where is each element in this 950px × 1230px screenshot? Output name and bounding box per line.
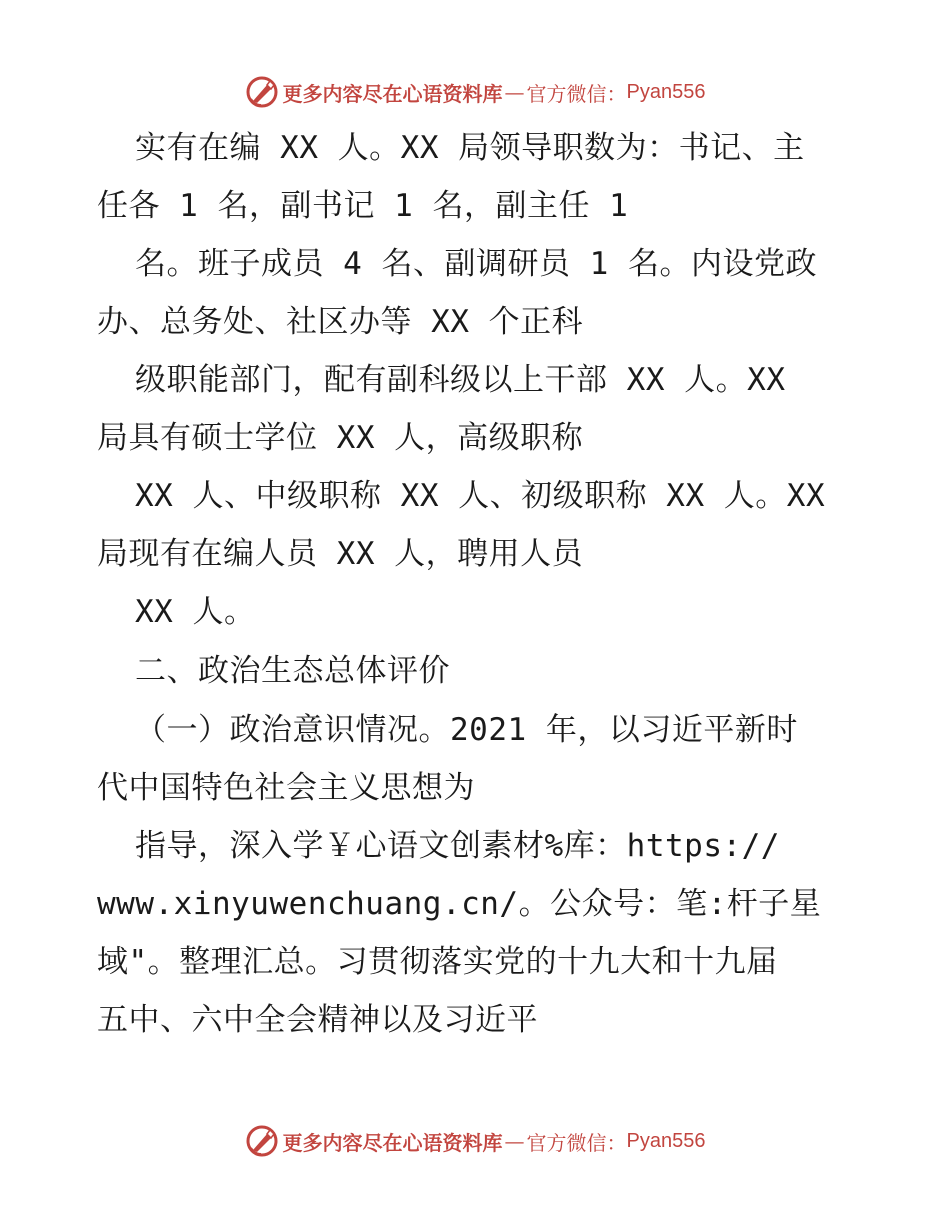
text-line: www.xinyuwenchuang.cn/。公众号：笔:杆子星 (97, 886, 822, 922)
banner-account: Pyan556 (626, 1129, 706, 1152)
banner-account: Pyan556 (626, 80, 706, 103)
text-line: 五中、六中全会精神以及习近平 (97, 1002, 538, 1038)
text-line: 任各 1 名，副书记 1 名，副主任 1 (97, 188, 629, 224)
text-line: XX 人、中级职称 XX 人、初级职称 XX 人。XX (135, 478, 826, 514)
text-line: 局现有在编人员 XX 人，聘用人员 (97, 536, 584, 572)
text-line: 级职能部门，配有副科级以上干部 XX 人。XX (135, 362, 786, 398)
banner-dash: — (504, 1129, 525, 1153)
pen-logo-icon (245, 75, 279, 109)
text-line: 指导，深入学￥心语文创素材%库：https:// (135, 828, 780, 864)
text-line: 局具有硕士学位 XX 人，高级职称 (97, 420, 584, 456)
banner-main-text: 更多内容尽在心语资料库 (282, 81, 503, 106)
text-line: 办、总务处、社区办等 XX 个正科 (97, 304, 584, 340)
section-heading: 二、政治生态总体评价 (135, 653, 450, 689)
footer-watermark-banner (0, 1121, 950, 1161)
banner-suffix-text: 官方微信： (526, 81, 627, 106)
text-line: 域"。整理汇总。习贯彻落实党的十九大和十九届 (97, 944, 778, 980)
text-line: XX 人。 (135, 594, 256, 630)
text-line: （一）政治意识情况。2021 年，以习近平新时 (135, 712, 798, 748)
banner-main-text: 更多内容尽在心语资料库 (282, 1130, 503, 1155)
header-watermark-banner (0, 72, 950, 112)
text-line: 名。班子成员 4 名、副调研员 1 名。内设党政 (135, 246, 817, 282)
text-line: 实有在编 XX 人。XX 局领导职数为：书记、主 (135, 130, 805, 166)
banner-suffix-text: 官方微信： (526, 1130, 627, 1155)
banner-dash: — (504, 80, 525, 104)
text-line: 代中国特色社会主义思想为 (97, 770, 475, 806)
pen-logo-icon (245, 1124, 279, 1158)
